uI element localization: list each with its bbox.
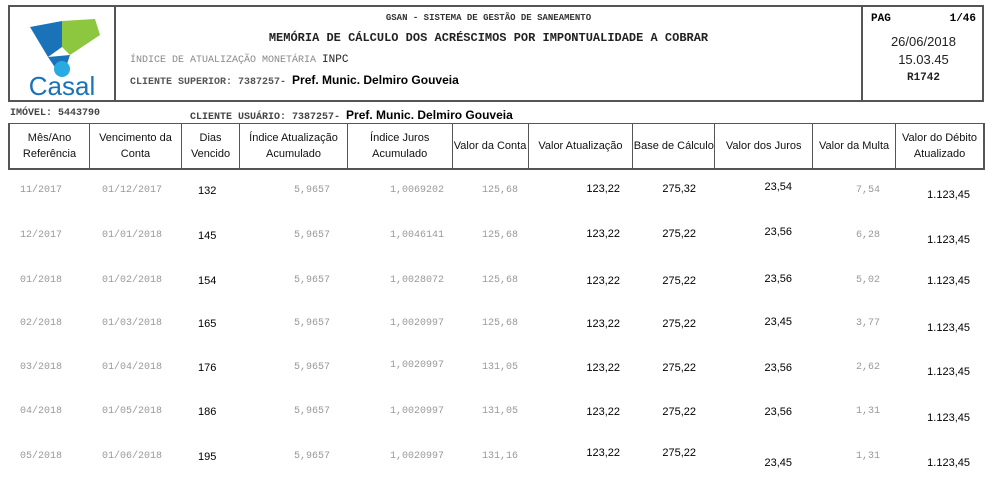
table-cell: 123,22 (586, 447, 620, 459)
report-code: R1742 (906, 72, 940, 84)
table-cell: 275,22 (662, 228, 696, 240)
casal-logo (10, 7, 116, 100)
report-date: 26/06/2018 (890, 34, 957, 49)
svg-text:Casal: Casal (28, 71, 96, 100)
table-cell: 123,22 (586, 362, 620, 374)
table-cell: 123,22 (586, 318, 620, 330)
table-cell: 01/12/2017 (102, 185, 163, 196)
table-cell: 23,56 (764, 406, 792, 418)
table-cell: 275,22 (662, 275, 696, 287)
table-cell: 01/03/2018 (102, 318, 163, 329)
table-cell: 1,0020997 (389, 406, 444, 417)
table-cell: 02/2018 (20, 318, 63, 329)
table-cell: 125,68 (481, 275, 518, 286)
table-cell: 123,22 (586, 228, 620, 240)
table-row (8, 316, 985, 336)
table-cell: 176 (198, 362, 217, 374)
table-cell: 23,56 (764, 226, 792, 238)
table-cell: 5,9657 (293, 406, 330, 417)
table-cell: 123,22 (586, 275, 620, 287)
table-cell: 1,0020997 (389, 318, 444, 329)
table-cell: 275,32 (662, 183, 696, 195)
report-header (8, 5, 984, 102)
table-cell: 1.123,45 (927, 322, 970, 334)
table-cell: 186 (198, 406, 217, 418)
column-header: Vencimento da Conta (90, 124, 182, 168)
table-cell: 125,68 (481, 230, 518, 241)
table-cell: 01/2018 (20, 275, 63, 286)
column-header: Base de Cálculo (633, 124, 715, 168)
report-title: MEMÓRIA DE CÁLCULO DOS ACRÉSCIMOS POR IMPONTUALIDADE A COBRAR (268, 31, 709, 45)
table-cell: 7,54 (855, 185, 880, 196)
client-user: CLIENTE USUÁRIO: 7387257- Pref. Munic. Delmiro Gouveia (190, 108, 513, 123)
table-cell: 123,22 (586, 183, 620, 195)
table-cell: 5,02 (855, 275, 880, 286)
table-cell: 1,31 (855, 406, 880, 417)
table-cell: 01/04/2018 (102, 362, 163, 373)
report-time: 15.03.45 (898, 52, 949, 67)
table-cell: 6,28 (855, 230, 880, 241)
table-cell: 5,9657 (293, 362, 330, 373)
column-header: Valor do Débito Atualizado (902, 132, 978, 160)
table-cell: 23,56 (764, 273, 792, 285)
column-header: Valor Atualização (529, 124, 634, 168)
table-cell: 1.123,45 (927, 189, 970, 201)
table-cell: 01/05/2018 (102, 406, 163, 417)
table-cell: 3,77 (855, 318, 880, 329)
table-cell: 1.123,45 (927, 412, 970, 424)
table-cell: 1,31 (855, 451, 880, 462)
table-cell: 23,45 (764, 316, 792, 328)
table-cell: 01/01/2018 (102, 230, 163, 241)
table-cell: 195 (198, 451, 217, 463)
table-cell: 145 (198, 230, 217, 242)
table-cell: 2,62 (855, 362, 880, 373)
column-header: Dias Vencido (182, 124, 240, 168)
table-cell: 1,0028072 (389, 275, 444, 286)
column-header: Valor dos Juros (715, 124, 813, 168)
table-row (8, 273, 985, 293)
column-header: Índice Atualização Acumulado (240, 124, 348, 168)
table-cell: 5,9657 (293, 451, 330, 462)
table-cell: 23,56 (764, 362, 792, 374)
table-header (8, 123, 985, 170)
table-cell: 5,9657 (293, 185, 330, 196)
table-cell: 11/2017 (20, 185, 63, 196)
table-cell: 131,05 (481, 362, 518, 373)
index-line: ÍNDICE DE ATUALIZAÇÃO MONETÁRIA INPC (130, 54, 349, 66)
table-cell: 1.123,45 (927, 234, 970, 246)
table-cell: 1,0069202 (389, 185, 444, 196)
table-row (8, 404, 985, 424)
table-row (8, 183, 985, 203)
table-cell: 01/06/2018 (102, 451, 163, 462)
table-cell: 03/2018 (20, 362, 63, 373)
table-cell: 5,9657 (293, 230, 330, 241)
table-cell: 01/02/2018 (102, 275, 163, 286)
table-cell: 275,22 (662, 406, 696, 418)
table-cell: 275,22 (662, 362, 696, 374)
table-cell: 125,68 (481, 318, 518, 329)
table-row (8, 360, 985, 380)
table-cell: 131,16 (481, 451, 518, 462)
column-header: Valor da Conta (453, 124, 529, 168)
table-cell: 132 (198, 185, 217, 197)
table-cell: 23,45 (764, 457, 792, 469)
table-cell: 5,9657 (293, 275, 330, 286)
imovel-label: IMÓVEL: 5443790 (10, 108, 101, 119)
table-cell: 165 (198, 318, 217, 330)
table-cell: 154 (198, 275, 217, 287)
table-cell: 1,0020997 (389, 360, 444, 371)
table-cell: 275,22 (662, 447, 696, 459)
column-header: Valor da Multa (813, 124, 896, 168)
table-cell: 23,54 (764, 181, 792, 193)
table-row (8, 449, 985, 469)
system-name: GSAN - SISTEMA DE GESTÃO DE SANEAMENTO (385, 13, 592, 23)
table-cell: 1,0046141 (389, 230, 444, 241)
table-cell: 125,68 (481, 185, 518, 196)
table-cell: 123,22 (586, 406, 620, 418)
table-cell: 1.123,45 (927, 366, 970, 378)
table-cell: 1,0020997 (389, 451, 444, 462)
table-cell: 1.123,45 (927, 275, 970, 287)
table-cell: 04/2018 (20, 406, 63, 417)
page-number: PAG 1/46 (871, 13, 976, 25)
table-cell: 05/2018 (20, 451, 63, 462)
column-header: Índice Juros Acumulado (348, 124, 453, 168)
table-cell: 131,05 (481, 406, 518, 417)
table-cell: 275,22 (662, 318, 696, 330)
table-cell: 5,9657 (293, 318, 330, 329)
column-header: Mês/Ano Referência (10, 124, 90, 168)
client-superior: CLIENTE SUPERIOR: 7387257- Pref. Munic. Delmiro Gouveia (130, 73, 459, 88)
table-row (8, 228, 985, 248)
table-cell: 12/2017 (20, 230, 63, 241)
table-cell: 1.123,45 (927, 457, 970, 469)
